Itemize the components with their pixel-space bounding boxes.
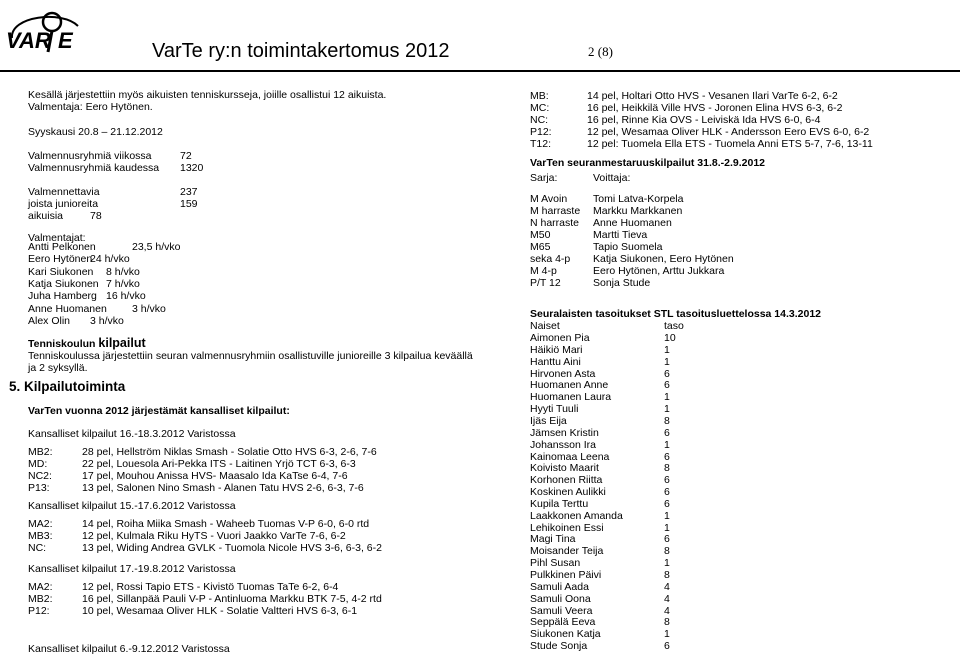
tournament-result: 14 pel, Roiha Miika Smash - Waheeb Tuomas V-P 6-0, 6-0 rtd — [82, 518, 370, 530]
ranking-level: 8 — [664, 414, 670, 427]
trained-value: 237 — [180, 186, 198, 198]
ranking-name: Korhonen Riitta — [530, 474, 603, 487]
tournament-class: NC: — [28, 542, 47, 554]
ranking-level: 6 — [664, 426, 670, 439]
ranking-level: 6 — [664, 367, 670, 380]
champion-name: Katja Siukonen, Eero Hytönen — [593, 253, 734, 265]
ranking-level: 4 — [664, 604, 670, 617]
tournament-class: MB2: — [28, 593, 53, 605]
coach-hours: 3 h/vko — [90, 314, 124, 327]
juniors-label: joista junioreita — [28, 198, 99, 210]
club-heading: VarTen seuranmestaruuskilpailut 31.8.-2.9.2012 — [530, 157, 766, 169]
ranking-level: 6 — [664, 486, 670, 499]
tournament-class: P13: — [28, 482, 50, 494]
coach-name: Juha Hamberg — [28, 290, 97, 303]
champion-name: Tomi Latva-Korpela — [593, 193, 684, 205]
champion-class: N harraste — [530, 217, 580, 229]
tournament-class: MB3: — [28, 530, 53, 542]
coach-name: Kari Siukonen — [28, 265, 94, 278]
ranking-level: 1 — [664, 438, 670, 451]
coach-name: Katja Siukonen — [28, 277, 99, 290]
coach-hours: 23,5 h/vko — [132, 241, 181, 253]
ranking-heading: Seuralaisten tasoitukset STL tasoitusluettelossa 14.3.2012 — [530, 308, 822, 320]
result-text: 16 pel, Rinne Kia OVS - Leiviskä Ida HVS 6-0, 6-4 — [587, 114, 821, 126]
ranking-name: Ijäs Eija — [530, 414, 567, 427]
varte-logo — [2, 8, 84, 60]
ranking-level: 8 — [664, 545, 670, 558]
trained-label: Valmennettavia — [28, 186, 100, 198]
ranking-level: 6 — [664, 497, 670, 510]
result-text: 12 pel, Wesamaa Oliver HLK - Andersson Eero EVS 6-0, 6-2 — [587, 126, 870, 138]
ranking-level: 6 — [664, 450, 670, 463]
svg-text:VAR: VAR — [6, 28, 51, 53]
champion-class: M50 — [530, 229, 551, 241]
ranking-level: 4 — [664, 592, 670, 605]
ranking-name: Samuli Veera — [530, 604, 593, 617]
champion-name: Anne Huomanen — [593, 217, 672, 229]
champion-name: Sonja Stude — [593, 277, 651, 289]
ranking-name: Jämsen Kristin — [530, 426, 599, 439]
ranking-name: Pulkkinen Päivi — [530, 569, 602, 581]
tournament-title: Kansalliset kilpailut 16.-18.3.2012 Varistossa — [28, 428, 236, 440]
champion-class: M65 — [530, 241, 551, 253]
ranking-name: Aimonen Pia — [530, 332, 590, 344]
champion-name: Tapio Suomela — [593, 241, 663, 253]
ranking-name: Koskinen Aulikki — [530, 486, 606, 499]
coaches-label: Valmentajat: — [28, 232, 86, 244]
ranking-level: 10 — [664, 332, 676, 344]
period-label: Syyskausi 20.8 – 21.12.2012 — [28, 126, 163, 138]
champion-class: M 4-p — [530, 265, 557, 277]
coach-hours: 24 h/vko — [90, 253, 130, 266]
header-rule — [0, 70, 960, 72]
coach-name: Eero Hytönen — [28, 253, 93, 266]
tournament-title: Kansalliset kilpailut 15.-17.6.2012 Varistossa — [28, 500, 236, 512]
result-class: MC: — [530, 102, 550, 114]
champion-class: M Avoin — [530, 193, 568, 205]
ranking-name: Huomanen Laura — [530, 391, 612, 404]
adults-label: aikuisia — [28, 210, 64, 222]
tournament-result: 28 pel, Hellström Niklas Smash - Solatie Otto HVS 6-3, 2-6, 7-6 — [82, 446, 377, 458]
groups-season-label: Valmennusryhmiä kaudessa — [28, 162, 160, 174]
ranking-level: 1 — [664, 403, 670, 416]
coach-hours: 7 h/vko — [106, 277, 140, 290]
champion-name: Eero Hytönen, Arttu Jukkara — [593, 265, 725, 277]
tournament-result: 22 pel, Louesola Ari-Pekka ITS - Laitinen Yrjö TCT 6-3, 6-3 — [82, 458, 356, 470]
tournament-result: 13 pel, Widing Andrea GVLK - Tuomola Nicole HVS 3-6, 6-3, 6-2 — [82, 542, 382, 554]
section-title: 5. Kilpailutoiminta — [9, 379, 126, 394]
ranking-level: 1 — [664, 628, 670, 641]
result-class: NC: — [530, 114, 549, 126]
tournament-class: MD: — [28, 458, 48, 470]
tournament-result: 13 pel, Salonen Nino Smash - Alanen Tatu HVS 2-6, 6-3, 7-6 — [82, 482, 364, 494]
intro-line-2: Valmentaja: Eero Hytönen. — [28, 101, 153, 113]
ranking-level: 1 — [664, 391, 670, 404]
result-text: 14 pel, Holtari Otto HVS - Vesanen Ilari VarTe 6-2, 6-2 — [587, 90, 838, 102]
ranking-level: 6 — [664, 379, 670, 392]
ranking-col-name: Naiset — [530, 320, 560, 332]
club-col-winner: Voittaja: — [593, 172, 631, 184]
champion-name: Martti Tieva — [593, 229, 648, 241]
school-heading-a: Tenniskoulun — [28, 338, 99, 350]
school-text-1: Tenniskoulussa järjestettiin seuran valmennusryhmiin osallistuville junioreille 3 kilpailua keväällä — [28, 350, 473, 362]
ranking-level: 6 — [664, 640, 670, 653]
ranking-name: Johansson Ira — [530, 438, 596, 451]
ranking-name: Samuli Oona — [530, 592, 591, 605]
ranking-name: Kainomaa Leena — [530, 450, 610, 463]
school-heading — [28, 337, 146, 350]
tournament-class: P12: — [28, 605, 50, 617]
coach-name: Alex Olin — [28, 314, 71, 327]
ranking-name: Siukonen Katja — [530, 628, 601, 641]
national-heading: VarTen vuonna 2012 järjestämät kansalliset kilpailut: — [28, 405, 290, 417]
champion-name: Markku Markkanen — [593, 205, 683, 217]
result-class: MB: — [530, 90, 549, 102]
groups-season-value: 1320 — [180, 162, 204, 174]
ranking-name: Laakkonen Amanda — [530, 509, 623, 522]
school-text-2: ja 2 syksyllä. — [28, 362, 88, 374]
club-col-class: Sarja: — [530, 172, 558, 184]
tournament-result: 17 pel, Mouhou Anissa HVS- Maasalo Ida KaTse 6-4, 7-6 — [82, 470, 348, 482]
tournament-title: Kansalliset kilpailut 6.-9.12.2012 Varistossa — [28, 643, 230, 655]
coach-name: Anne Huomanen — [28, 302, 107, 315]
svg-text:E: E — [58, 28, 73, 53]
tournament-class: MA2: — [28, 581, 53, 593]
ranking-name: Koivisto Maarit — [530, 462, 599, 475]
ranking-col-level: taso — [664, 320, 684, 332]
tournament-class: MB2: — [28, 446, 53, 458]
groups-week-value: 72 — [180, 150, 192, 162]
juniors-value: 159 — [180, 198, 198, 210]
champion-class: M harraste — [530, 205, 581, 217]
tournament-result: 16 pel, Sillanpää Pauli V-P - Antinluoma Markku BTK 7-5, 4-2 rtd — [82, 593, 382, 605]
champion-class: P/T 12 — [530, 277, 561, 289]
intro-line-1: Kesällä järjestettiin myös aikuisten tenniskursseja, joiille osallistui 12 aikuista. — [28, 89, 387, 101]
champion-class: seka 4-p — [530, 253, 571, 265]
ranking-level: 4 — [664, 580, 670, 593]
school-heading-b: kilpailut — [98, 336, 146, 350]
tournament-result: 10 pel, Wesamaa Oliver HLK - Solatie Valtteri HVS 6-3, 6-1 — [82, 605, 358, 617]
coach-hours: 3 h/vko — [132, 302, 166, 315]
tournament-class: MA2: — [28, 518, 53, 530]
result-text: 12 pel: Tuomela Ella ETS - Tuomela Anni ETS 5-7, 7-6, 13-11 — [587, 138, 873, 150]
groups-week-label: Valmennusryhmiä viikossa — [28, 150, 152, 162]
coach-name: Antti Pelkonen — [28, 241, 96, 253]
ranking-level: 8 — [664, 462, 670, 475]
ranking-name: Samuli Aada — [530, 580, 589, 593]
ranking-name: Kupila Terttu — [530, 497, 589, 510]
ranking-level: 1 — [664, 509, 670, 522]
ranking-name: Hirvonen Asta — [530, 367, 596, 380]
ranking-level: 1 — [664, 355, 670, 368]
ranking-level: 1 — [664, 521, 670, 534]
page-title: VarTe ry:n toimintakertomus 2012 — [152, 40, 450, 62]
page-number: 2 (8) — [588, 44, 613, 59]
ranking-level: 1 — [664, 557, 670, 570]
adults-value: 78 — [90, 210, 102, 222]
result-class: T12: — [530, 138, 552, 150]
ranking-name: Seppälä Eeva — [530, 616, 596, 629]
ranking-name: Pihl Susan — [530, 557, 581, 570]
coach-hours: 16 h/vko — [106, 290, 146, 303]
ranking-name: Häikiö Mari — [530, 343, 583, 356]
tournament-result: 12 pel, Kulmala Riku HyTS - Vuori Jaakko VarTe 7-6, 6-2 — [82, 530, 346, 542]
ranking-level: 8 — [664, 616, 670, 629]
tournament-class: NC2: — [28, 470, 52, 482]
coach-hours: 8 h/vko — [106, 265, 140, 278]
ranking-name: Moisander Teija — [530, 545, 604, 558]
ranking-name: Huomanen Anne — [530, 379, 609, 392]
ranking-name: Hyyti Tuuli — [530, 403, 579, 416]
ranking-level: 6 — [664, 474, 670, 487]
ranking-level: 8 — [664, 569, 670, 581]
result-class: P12: — [530, 126, 552, 138]
ranking-name: Stude Sonja — [530, 640, 588, 653]
result-text: 16 pel, Heikkilä Ville HVS - Joronen Elina HVS 6-3, 6-2 — [587, 102, 843, 114]
ranking-level: 1 — [664, 343, 670, 356]
tournament-title: Kansalliset kilpailut 17.-19.8.2012 Varistossa — [28, 563, 236, 575]
ranking-name: Hanttu Aini — [530, 355, 581, 368]
ranking-name: Magi Tina — [530, 533, 576, 546]
ranking-level: 6 — [664, 533, 670, 546]
ranking-name: Lehikoinen Essi — [530, 521, 604, 534]
tournament-result: 12 pel, Rossi Tapio ETS - Kivistö Tuomas TaTe 6-2, 6-4 — [82, 581, 339, 593]
